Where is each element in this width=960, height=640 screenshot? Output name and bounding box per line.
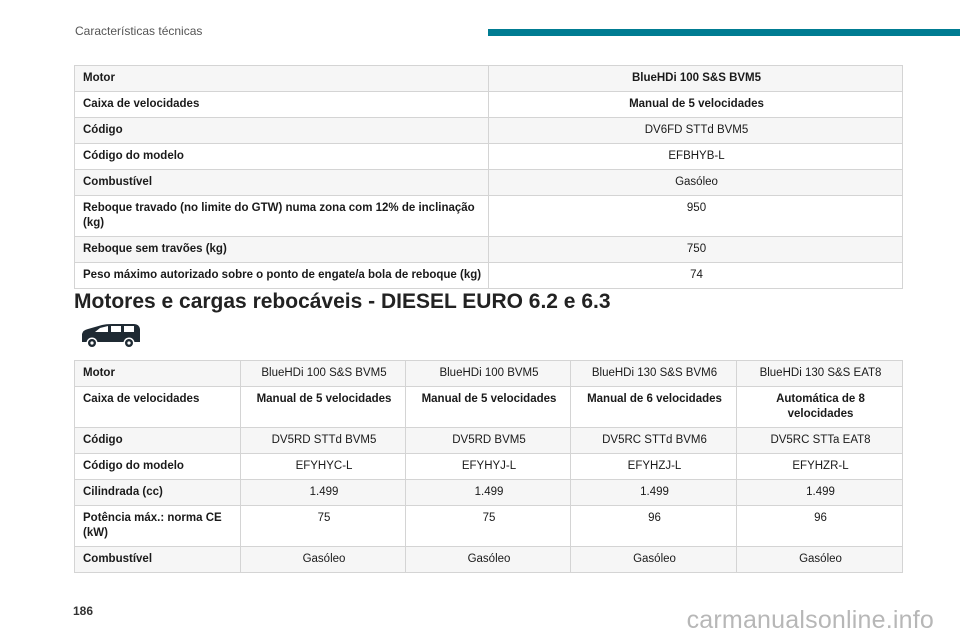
cell-value: DV5RC STTd BVM6 bbox=[571, 428, 737, 454]
table-row bbox=[75, 144, 903, 170]
row-value: DV6FD STTd BVM5 bbox=[489, 118, 903, 144]
cell-value: 1.499 bbox=[737, 480, 903, 506]
cell-value: Manual de 5 velocidades bbox=[241, 387, 406, 428]
row-value: 74 bbox=[489, 263, 903, 289]
table-row bbox=[75, 196, 903, 237]
cell-value: EFYHYC-L bbox=[241, 454, 406, 480]
spec-table-diesel-euro bbox=[74, 360, 903, 573]
cell-value: Gasóleo bbox=[241, 547, 406, 573]
cell-value: DV5RC STTa EAT8 bbox=[737, 428, 903, 454]
row-value: Gasóleo bbox=[489, 170, 903, 196]
cell-value: 1.499 bbox=[406, 480, 571, 506]
table-row bbox=[75, 361, 903, 387]
row-label: Combustível bbox=[75, 547, 241, 573]
row-label: Código bbox=[75, 428, 241, 454]
row-value: BlueHDi 100 S&S BVM5 bbox=[489, 66, 903, 92]
table-row bbox=[75, 547, 903, 573]
watermark: carmanualsonline.info bbox=[686, 606, 934, 634]
row-label: Peso máximo autorizado sobre o ponto de engate/a bola de reboque (kg) bbox=[75, 263, 489, 289]
cell-value: BlueHDi 100 BVM5 bbox=[406, 361, 571, 387]
row-label: Código bbox=[75, 118, 489, 144]
table-row bbox=[75, 263, 903, 289]
row-label: Motor bbox=[75, 66, 489, 92]
cell-value: BlueHDi 130 S&S BVM6 bbox=[571, 361, 737, 387]
table-row bbox=[75, 428, 903, 454]
cell-value: Manual de 5 velocidades bbox=[406, 387, 571, 428]
table-row bbox=[75, 92, 903, 118]
row-value: 750 bbox=[489, 237, 903, 263]
row-label: Caixa de velocidades bbox=[75, 387, 241, 428]
cell-value: EFYHZJ-L bbox=[571, 454, 737, 480]
cell-value: 75 bbox=[241, 506, 406, 547]
table-row bbox=[75, 480, 903, 506]
row-value: Manual de 5 velocidades bbox=[489, 92, 903, 118]
row-label: Potência máx.: norma CE (kW) bbox=[75, 506, 241, 547]
cell-value: DV5RD BVM5 bbox=[406, 428, 571, 454]
cell-value: EFYHYJ-L bbox=[406, 454, 571, 480]
header-accent-bar bbox=[488, 29, 960, 36]
row-label: Cilindrada (cc) bbox=[75, 480, 241, 506]
cell-value: DV5RD STTd BVM5 bbox=[241, 428, 406, 454]
cell-value: 75 bbox=[406, 506, 571, 547]
row-value: EFBHYB-L bbox=[489, 144, 903, 170]
header-title: Características técnicas bbox=[75, 24, 203, 38]
section-title: Motores e cargas rebocáveis - DIESEL EURO 6.2 e 6.3 bbox=[74, 290, 611, 313]
row-label: Motor bbox=[75, 361, 241, 387]
cell-value: BlueHDi 100 S&S BVM5 bbox=[241, 361, 406, 387]
row-label: Código do modelo bbox=[75, 454, 241, 480]
table-row bbox=[75, 387, 903, 428]
cell-value: Manual de 6 velocidades bbox=[571, 387, 737, 428]
page-number: 186 bbox=[73, 604, 94, 618]
row-label: Combustível bbox=[75, 170, 489, 196]
cell-value: Gasóleo bbox=[737, 547, 903, 573]
cell-value: 1.499 bbox=[241, 480, 406, 506]
row-label: Reboque sem travões (kg) bbox=[75, 237, 489, 263]
spec-table-bluehdi-100 bbox=[74, 65, 903, 289]
cell-value: 1.499 bbox=[571, 480, 737, 506]
cell-value: 96 bbox=[737, 506, 903, 547]
cell-value: EFYHZR-L bbox=[737, 454, 903, 480]
row-label: Reboque travado (no limite do GTW) numa zona com 12% de inclinação (kg) bbox=[75, 196, 489, 237]
table-row bbox=[75, 237, 903, 263]
table-row bbox=[75, 506, 903, 547]
cell-value: Automática de 8 velocidades bbox=[737, 387, 903, 428]
table-row bbox=[75, 454, 903, 480]
table-row bbox=[75, 170, 903, 196]
table-row bbox=[75, 118, 903, 144]
row-label: Código do modelo bbox=[75, 144, 489, 170]
cell-value: Gasóleo bbox=[571, 547, 737, 573]
row-value: 950 bbox=[489, 196, 903, 237]
table-row bbox=[75, 66, 903, 92]
cell-value: 96 bbox=[571, 506, 737, 547]
cell-value: Gasóleo bbox=[406, 547, 571, 573]
row-label: Caixa de velocidades bbox=[75, 92, 489, 118]
van-icon bbox=[78, 322, 142, 350]
cell-value: BlueHDi 130 S&S EAT8 bbox=[737, 361, 903, 387]
